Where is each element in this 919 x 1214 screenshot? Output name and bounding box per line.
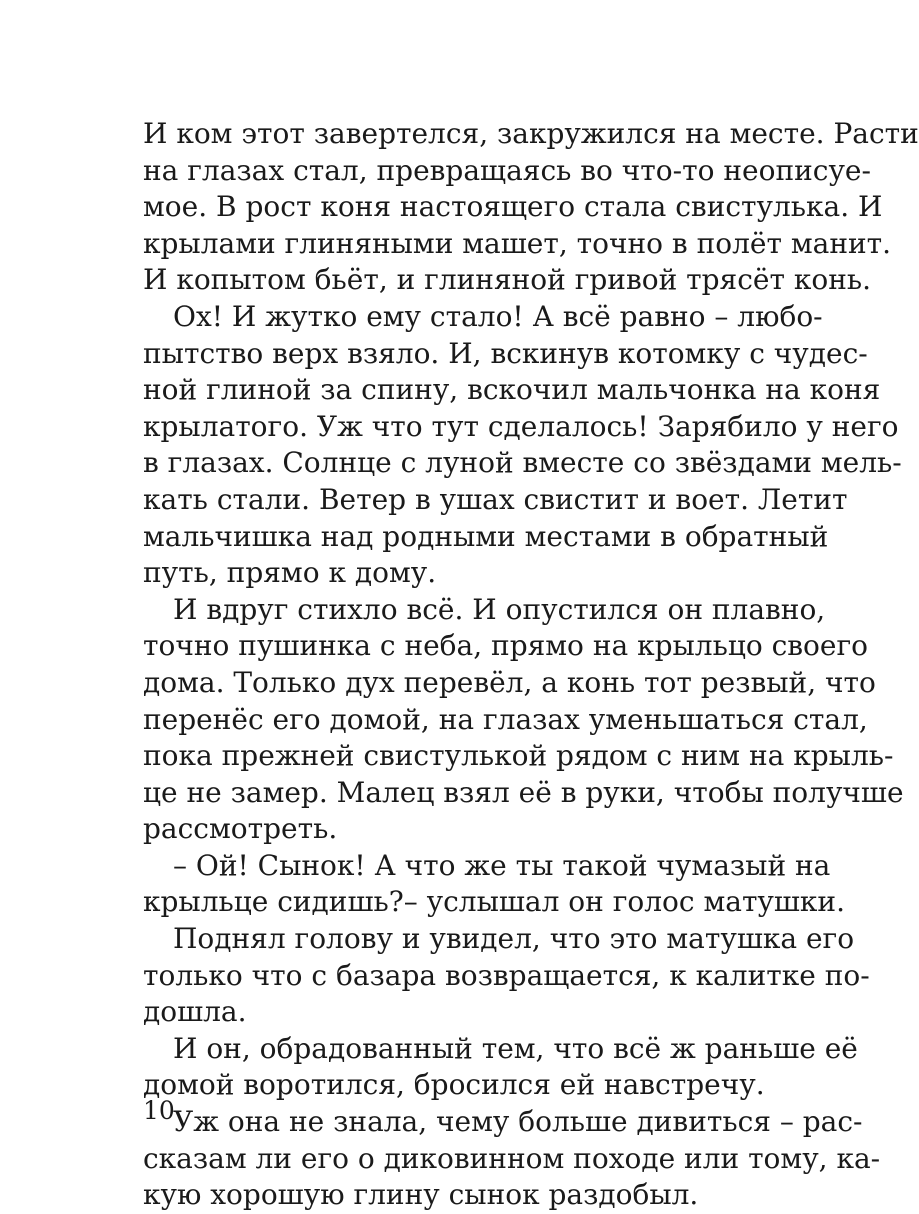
text-line: Уж она не знала, чему больше дивиться – рас- bbox=[173, 1105, 863, 1139]
text-line: дома. Только дух перевёл, а конь тот резвый, что bbox=[143, 665, 876, 699]
text-line: ной глиной за спину, вскочил мальчонка на коня bbox=[143, 373, 881, 407]
text-line: в глазах. Солнце с луной вместе со звёздами мель- bbox=[143, 446, 902, 480]
text-line: Поднял голову и увидел, что это матушка его bbox=[173, 922, 855, 956]
page-number: 10 bbox=[143, 1096, 175, 1125]
text-line: И ком этот завертелся, закружился на месте. Расти bbox=[143, 117, 919, 150]
text-line: крылами глиняными машет, точно в полёт манит. bbox=[143, 226, 892, 260]
text-line: рассмотреть. bbox=[143, 812, 338, 846]
text-line: домой воротился, бросился ей навстречу. bbox=[143, 1068, 765, 1102]
text-line: сказам ли его о диковинном походе или тому, ка- bbox=[143, 1141, 881, 1175]
text-line: путь, прямо к дому. bbox=[143, 556, 437, 590]
text-line: мое. В рост коня настоящего стала свистулька. И bbox=[143, 190, 883, 224]
text-line: Ох! И жутко ему стало! А всё равно – любо- bbox=[173, 299, 823, 333]
text-line: кую хорошую глину сынок раздобыл. bbox=[143, 1178, 699, 1212]
text-line: мальчишка над родными местами в обратный bbox=[143, 519, 829, 553]
text-line: И копытом бьёт, и глиняной гривой трясёт конь. bbox=[143, 263, 872, 297]
text-line: И он, обрадованный тем, что всё ж раньше её bbox=[173, 1031, 858, 1065]
text-block bbox=[143, 116, 919, 1214]
text-line: пока прежней свистулькой рядом с ним на крыль- bbox=[143, 739, 894, 773]
text-line: крылатого. Уж что тут сделалось! Зарябило у него bbox=[143, 409, 899, 443]
text-line: на глазах стал, превращаясь во что-то неописуе- bbox=[143, 153, 871, 187]
text-line: це не замер. Малец взял её в руки, чтобы получше bbox=[143, 775, 904, 809]
text-line: дошла. bbox=[143, 995, 247, 1029]
text-line: крыльце сидишь?– услышал он голос матушки. bbox=[143, 885, 845, 919]
text-line: только что с базара возвращается, к калитке по- bbox=[143, 958, 870, 992]
text-line: точно пушинка с неба, прямо на крыльцо своего bbox=[143, 629, 868, 663]
text-line: пытство верх взяло. И, вскинув котомку с чудес- bbox=[143, 336, 868, 370]
text-line: И вдруг стихло всё. И опустился он плавно, bbox=[173, 592, 826, 626]
text-line: кать стали. Ветер в ушах свистит и воет. Летит bbox=[143, 482, 848, 516]
text-line: перенёс его домой, на глазах уменьшаться стал, bbox=[143, 702, 868, 736]
text-line: – Ой! Сынок! А что же ты такой чумазый на bbox=[173, 848, 831, 882]
